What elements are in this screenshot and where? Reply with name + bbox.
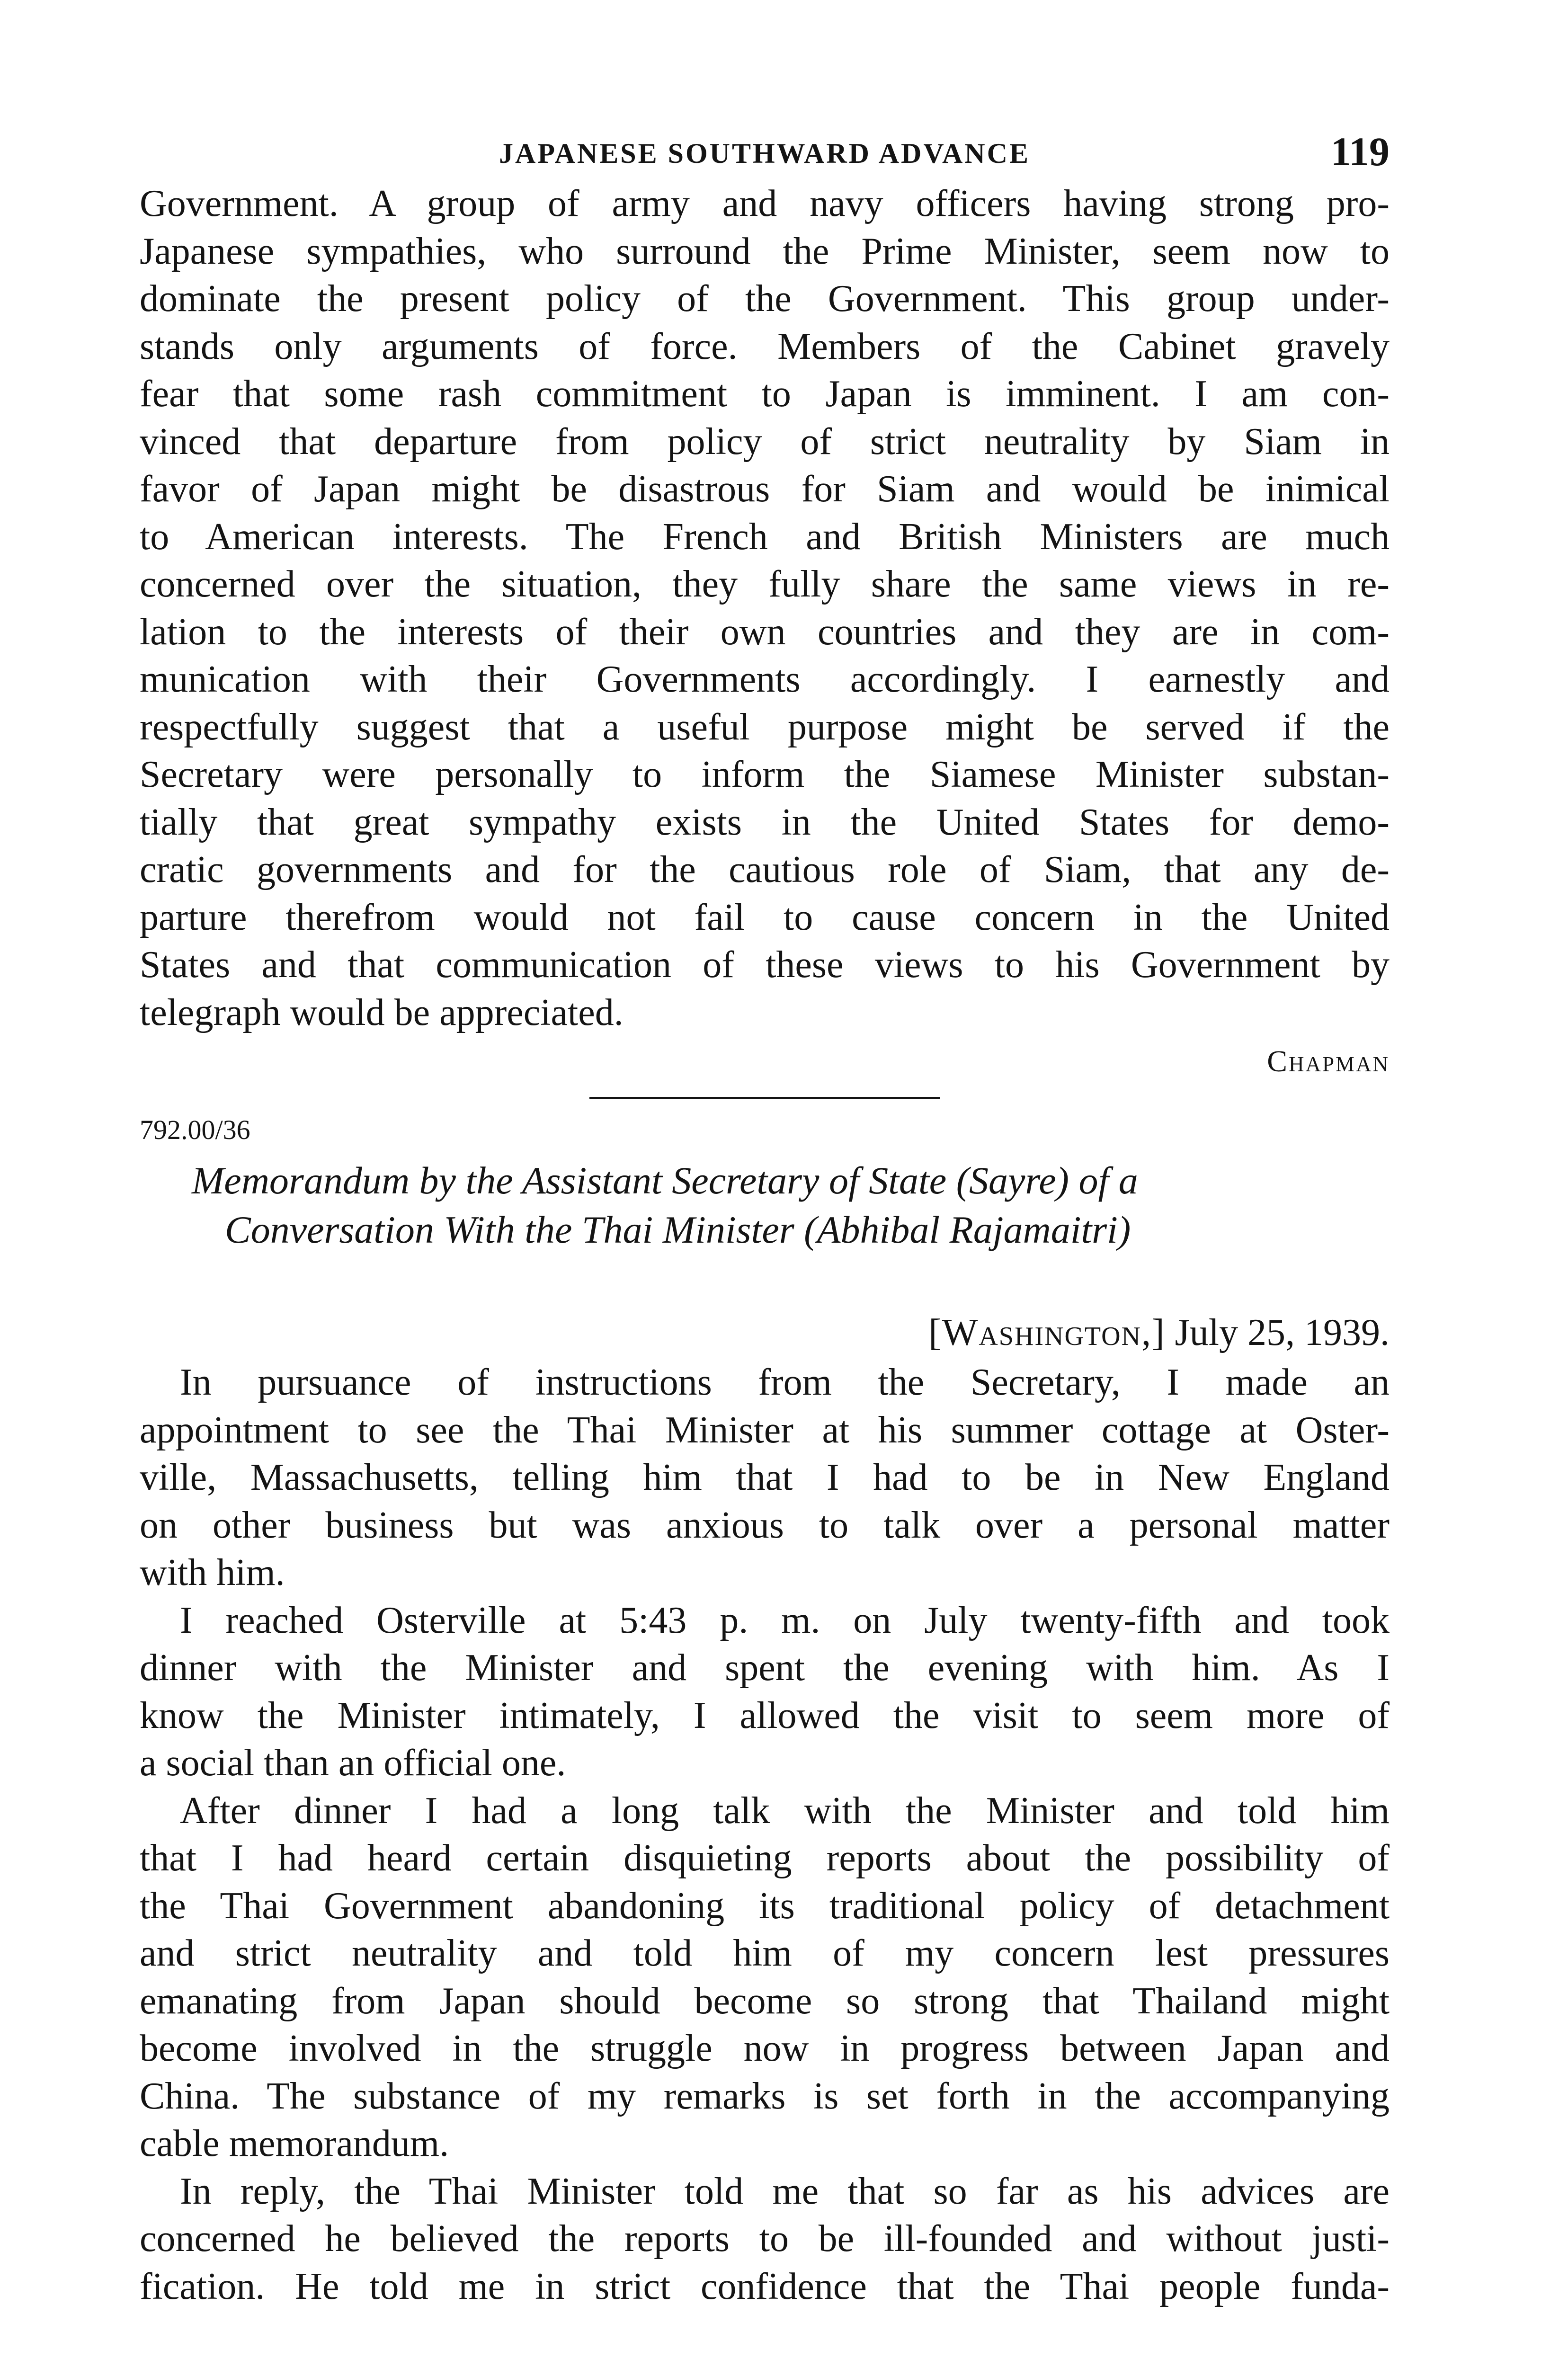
text-line: that I had heard certain disquieting reports about the possibility of [140,1837,1390,1879]
running-head [140,128,1390,180]
text-line: Japanese sympathies, who surround the Prime Minister, seem now to [140,230,1390,272]
text-line: After dinner I had a long talk with the Minister and told him [180,1789,1390,1832]
text-line: stands only arguments of force. Members of the Cabinet gravely [140,325,1390,367]
text-line: become involved in the struggle now in progress between Japan and [140,2028,1390,2069]
document-title [140,1156,1390,1255]
text-line: emanating from Japan should become so strong that Thailand might [140,1980,1390,2022]
text-line: respectfully suggest that a useful purpose might be served if the [140,706,1390,748]
text-line: cable memorandum. [140,2123,449,2164]
text-line: the Thai Government abandoning its traditional policy of detachment [140,1885,1390,1927]
text-line: fear that some rash commitment to Japan is imminent. I am con- [140,373,1390,415]
memo-paragraph-2 [140,1597,1390,1787]
section-divider [589,1097,940,1099]
text-line: fication. He told me in strict confidence that the Thai people funda- [140,2265,1390,2307]
title-line: Conversation With the Thai Minister (Abhibal Rajamaitri) [225,1208,1131,1251]
dateline [140,1307,1390,1359]
text-line: to American interests. The French and British Ministers are much [140,516,1390,558]
text-line: a social than an official one. [140,1742,566,1784]
dateline-place: [Washington,] [928,1312,1166,1353]
telegram-paragraph [140,180,1390,1036]
text-line: know the Minister intimately, I allowed the visit to seem more of [140,1694,1390,1736]
text-line: Secretary were personally to inform the Siamese Minister substan- [140,754,1390,795]
text-line: telegraph would be appreciated. [140,991,624,1033]
text-line: ville, Massachusetts, telling him that I had to be in New England [140,1457,1390,1498]
text-line: concerned over the situation, they fully share the same views in re- [140,563,1390,605]
text-line: tially that great sympathy exists in the United States for demo- [140,801,1390,843]
memo-paragraph-3 [140,1787,1390,2168]
text-line: In reply, the Thai Minister told me that so far as his advices are [180,2170,1390,2212]
text-line: China. The substance of my remarks is set forth in the accompanying [140,2075,1390,2117]
text-line: favor of Japan might be disastrous for Siam and would be inimical [140,468,1390,510]
text-line: with him. [140,1552,285,1593]
text-line: munication with their Governments accordingly. I earnestly and [140,658,1390,700]
file-number: 792.00/36 [140,1114,250,1145]
text-line: cratic governments and for the cautious role of Siam, that any de- [140,849,1390,890]
signature: Chapman [1267,1044,1390,1078]
text-line: vinced that departure from policy of strict neutrality by Siam in [140,420,1390,463]
text-line: States and that communication of these views to his Government by [140,944,1390,986]
text-line: parture therefrom would not fail to cause concern in the United [140,896,1390,938]
memo-paragraph-4 [140,2168,1390,2311]
text-line: Government. A group of army and navy officers having strong pro- [140,183,1390,224]
memo-paragraph-1 [140,1359,1390,1597]
running-title: JAPANESE SOUTHWARD ADVANCE [499,138,1030,169]
text-line: In pursuance of instructions from the Secretary, I made an [180,1361,1390,1403]
title-line: Memorandum by the Assistant Secretary of State (Sayre) of a [192,1159,1138,1202]
text-line: and strict neutrality and told him of my concern lest pressures [140,1932,1390,1974]
text-line: concerned he believed the reports to be ill-founded and without justi- [140,2218,1390,2260]
dateline-date: July 25, 1939. [1175,1312,1390,1353]
text-line: I reached Osterville at 5:43 p. m. on July twenty-fifth and took [180,1599,1390,1641]
text-line: dominate the present policy of the Government. This group under- [140,278,1390,320]
text-line: dinner with the Minister and spent the evening with him. As I [140,1647,1390,1689]
page-number: 119 [1330,129,1390,174]
text-line: on other business but was anxious to talk over a personal matter [140,1504,1390,1546]
text-line: appointment to see the Thai Minister at his summer cottage at Oster- [140,1409,1390,1451]
text-line: lation to the interests of their own countries and they are in com- [140,611,1390,653]
document-page [140,128,1390,2310]
